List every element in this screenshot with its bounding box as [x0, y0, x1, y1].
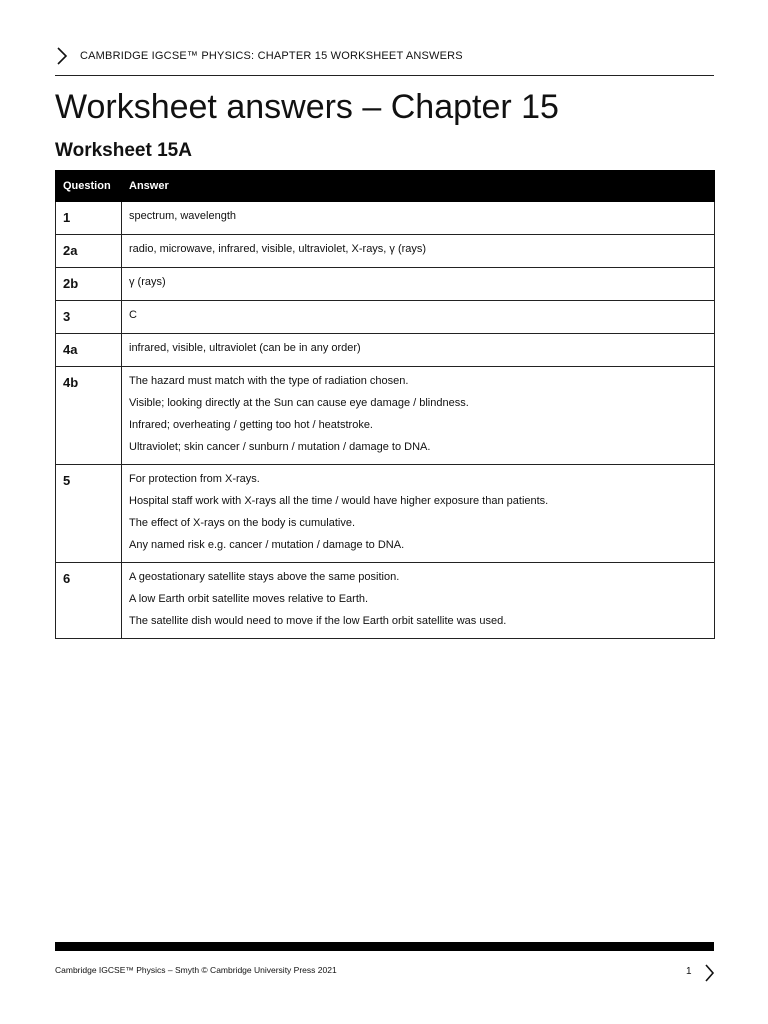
chevron-right-icon[interactable]	[55, 46, 69, 66]
footer-divider	[55, 942, 714, 951]
answer-line: The satellite dish would need to move if the low Earth orbit satellite was used.	[129, 615, 507, 627]
answer-cell	[122, 235, 715, 268]
answer-line: infrared, visible, ultraviolet (can be in any order)	[129, 342, 361, 354]
question-number: 6	[56, 563, 122, 639]
answer-cell	[122, 268, 715, 301]
footer-copyright: Cambridge IGCSE™ Physics – Smyth © Cambridge University Press 2021	[55, 965, 337, 975]
table-row	[56, 465, 715, 563]
answers-table	[55, 170, 715, 639]
question-number: 2b	[56, 268, 122, 301]
answer-line: The effect of X-rays on the body is cumulative.	[129, 517, 356, 529]
answer-cell	[122, 367, 715, 465]
answer-line: Hospital staff work with X-rays all the time / would have higher exposure than patients.	[129, 495, 549, 507]
running-header	[55, 44, 714, 76]
table-row	[56, 268, 715, 301]
answer-line: C	[129, 309, 137, 321]
answer-cell	[122, 202, 715, 235]
answer-cell	[122, 465, 715, 563]
answer-line: Ultraviolet; skin cancer / sunburn / mutation / damage to DNA.	[129, 441, 431, 453]
table-row	[56, 235, 715, 268]
question-number: 1	[56, 202, 122, 235]
answer-line: The hazard must match with the type of radiation chosen.	[129, 375, 409, 387]
column-header-answer: Answer	[122, 171, 715, 202]
answer-line: Any named risk e.g. cancer / mutation / damage to DNA.	[129, 539, 405, 551]
page-number: 1	[686, 966, 692, 977]
table-row	[56, 202, 715, 235]
question-number: 5	[56, 465, 122, 563]
answer-cell	[122, 563, 715, 639]
page-title: Worksheet answers – Chapter 15	[55, 88, 559, 126]
question-number: 3	[56, 301, 122, 334]
chevron-right-icon[interactable]	[703, 963, 715, 983]
answer-cell	[122, 301, 715, 334]
answer-line: γ (rays)	[129, 276, 166, 288]
header-text: CAMBRIDGE IGCSE™ PHYSICS: CHAPTER 15 WORKSHEET ANSWERS	[80, 50, 463, 62]
table-row	[56, 334, 715, 367]
question-number: 4b	[56, 367, 122, 465]
answer-line: spectrum, wavelength	[129, 210, 236, 222]
question-number: 2a	[56, 235, 122, 268]
worksheet-subtitle: Worksheet 15A	[55, 140, 192, 161]
question-number: 4a	[56, 334, 122, 367]
table-header-row	[56, 171, 715, 202]
answer-line: radio, microwave, infrared, visible, ultraviolet, X-rays, γ (rays)	[129, 243, 427, 255]
answer-cell	[122, 334, 715, 367]
table-row	[56, 367, 715, 465]
answer-line: A geostationary satellite stays above the same position.	[129, 571, 400, 583]
table-row	[56, 301, 715, 334]
table-row	[56, 563, 715, 639]
answer-line: Visible; looking directly at the Sun can cause eye damage / blindness.	[129, 397, 469, 409]
answer-line: Infrared; overheating / getting too hot / heatstroke.	[129, 419, 373, 431]
answer-line: For protection from X-rays.	[129, 473, 260, 485]
answer-line: A low Earth orbit satellite moves relative to Earth.	[129, 593, 369, 605]
column-header-question: Question	[56, 171, 122, 202]
